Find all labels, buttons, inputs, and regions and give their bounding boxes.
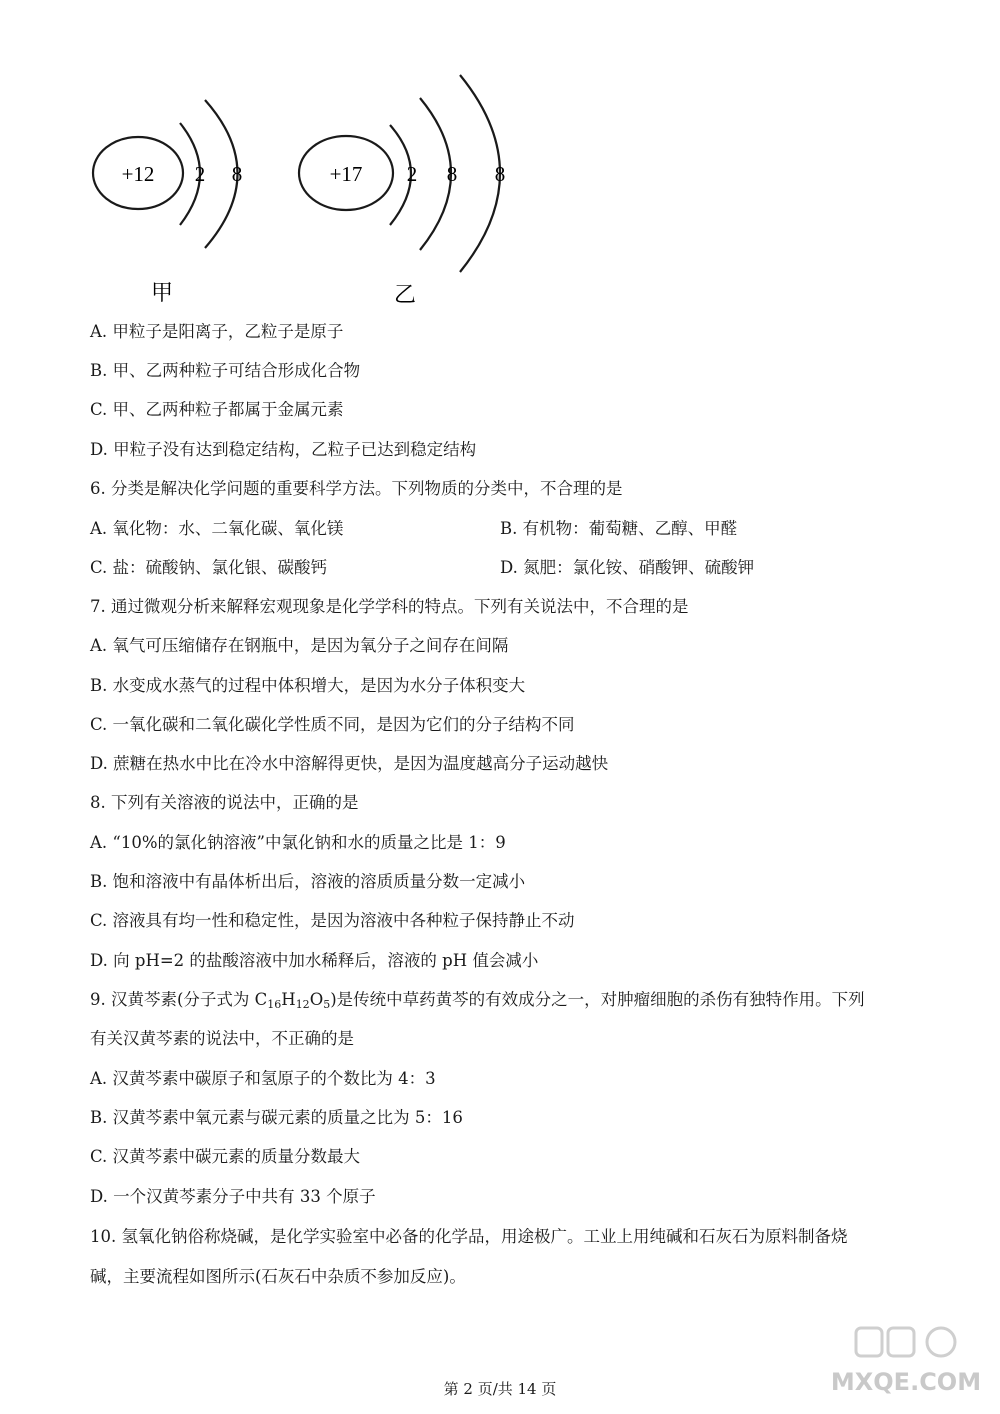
q9-sub-carbon: 16 <box>267 998 282 1011</box>
q8-option-b: B. 饱和溶液中有晶体析出后，溶液的溶质质量分数一定减小 <box>90 872 526 891</box>
q9-option-b: B. 汉黄芩素中氧元素与碳元素的质量之比为 5：16 <box>90 1108 463 1127</box>
watermark-svg <box>826 1326 986 1406</box>
shell-b-1-electrons: 2 <box>406 162 418 186</box>
q9-sub-hydrogen: 12 <box>295 998 310 1011</box>
q7-stem: 7. 通过微观分析来解释宏观现象是化学学科的特点。下列有关说法中，不合理的是 <box>90 597 689 616</box>
atomic-structure-diagram <box>80 70 540 320</box>
q9-sub-oxygen: 5 <box>323 998 331 1011</box>
watermark-circle <box>927 1328 955 1356</box>
q9-option-a: A. 汉黄芩素中碳原子和氢原子的个数比为 4：3 <box>90 1069 436 1088</box>
watermark-box-2 <box>888 1328 914 1356</box>
q9-option-d: D. 一个汉黄芩素分子中共有 33 个原子 <box>90 1187 376 1206</box>
q8-option-a: A. “10%的氯化钠溶液”中氯化钠和水的质量之比是 1：9 <box>90 833 506 852</box>
q7-option-d: D. 蔗糖在热水中比在冷水中溶解得更快，是因为温度越高分子运动越快 <box>90 754 609 773</box>
q5-option-a: A. 甲粒子是阳离子，乙粒子是原子 <box>90 322 344 341</box>
q9-stem-pre: 9. 汉黄芩素(分子式为 C <box>90 990 268 1009</box>
q10-stem-line2: 碱，主要流程如图所示(石灰石中杂质不参加反应)。 <box>90 1267 466 1286</box>
shell-a-2-electrons: 8 <box>231 162 243 186</box>
q8-option-c: C. 溶液具有均一性和稳定性，是因为溶液中各种粒子保持静止不动 <box>90 911 575 930</box>
page-number-footer: 第 2 页/共 14 页 <box>443 1380 557 1398</box>
q6-option-d: D. 氮肥：氯化铵、硝酸钾、硫酸钾 <box>500 558 755 577</box>
q10-stem-line1: 10. 氢氧化钠俗称烧碱，是化学实验室中必备的化学品，用途极广。工业上用纯碱和石灰石为原料制备烧 <box>90 1227 848 1246</box>
q9-mid-o: O <box>309 990 324 1009</box>
atom-b-label: 乙 <box>393 283 417 308</box>
q7-option-c: C. 一氧化碳和二氧化碳化学性质不同，是因为它们的分子结构不同 <box>90 715 575 734</box>
shell-b-3-electrons: 8 <box>494 162 506 186</box>
q9-stem-post: )是传统中草药黄芩的有效成分之一，对肿瘤细胞的杀伤有独特作用。下列 <box>330 990 865 1009</box>
q5-option-c: C. 甲、乙两种粒子都属于金属元素 <box>90 400 344 419</box>
shell-b-2-electrons: 8 <box>446 162 458 186</box>
q7-option-a: A. 氧气可压缩储存在钢瓶中，是因为氧分子之间存在间隔 <box>90 636 509 655</box>
q6-option-a: A. 氧化物：水、二氧化碳、氧化镁 <box>90 519 344 538</box>
q9-stem-line2: 有关汉黄芩素的说法中，不正确的是 <box>90 1029 354 1048</box>
q6-stem: 6. 分类是解决化学问题的重要科学方法。下列物质的分类中，不合理的是 <box>90 479 623 498</box>
watermark-text: MXQE.COM <box>830 1368 982 1396</box>
nucleus-b-text: +17 <box>329 162 363 186</box>
q9-option-c: C. 汉黄芩素中碳元素的质量分数最大 <box>90 1147 361 1166</box>
q8-stem: 8. 下列有关溶液的说法中，正确的是 <box>90 793 359 812</box>
watermark-box-1 <box>856 1328 882 1356</box>
q6-option-c: C. 盐：硫酸钠、氯化银、碳酸钙 <box>90 558 328 577</box>
atom-diagram-svg <box>80 70 540 320</box>
q9-stem <box>90 988 865 1012</box>
q5-option-b: B. 甲、乙两种粒子可结合形成化合物 <box>90 361 361 380</box>
q6-option-b: B. 有机物：葡萄糖、乙醇、甲醛 <box>500 519 738 538</box>
shell-a-1-electrons: 2 <box>194 162 206 186</box>
site-watermark-logo <box>826 1326 986 1406</box>
q7-option-b: B. 水变成水蒸气的过程中体积增大，是因为水分子体积变大 <box>90 676 526 695</box>
q5-option-d: D. 甲粒子没有达到稳定结构，乙粒子已达到稳定结构 <box>90 440 477 459</box>
nucleus-a-text: +12 <box>121 162 155 186</box>
atom-a-label: 甲 <box>150 281 174 306</box>
q9-mid-h: H <box>281 990 296 1009</box>
q8-option-d: D. 向 pH=2 的盐酸溶液中加水稀释后，溶液的 pH 值会减小 <box>90 951 539 970</box>
